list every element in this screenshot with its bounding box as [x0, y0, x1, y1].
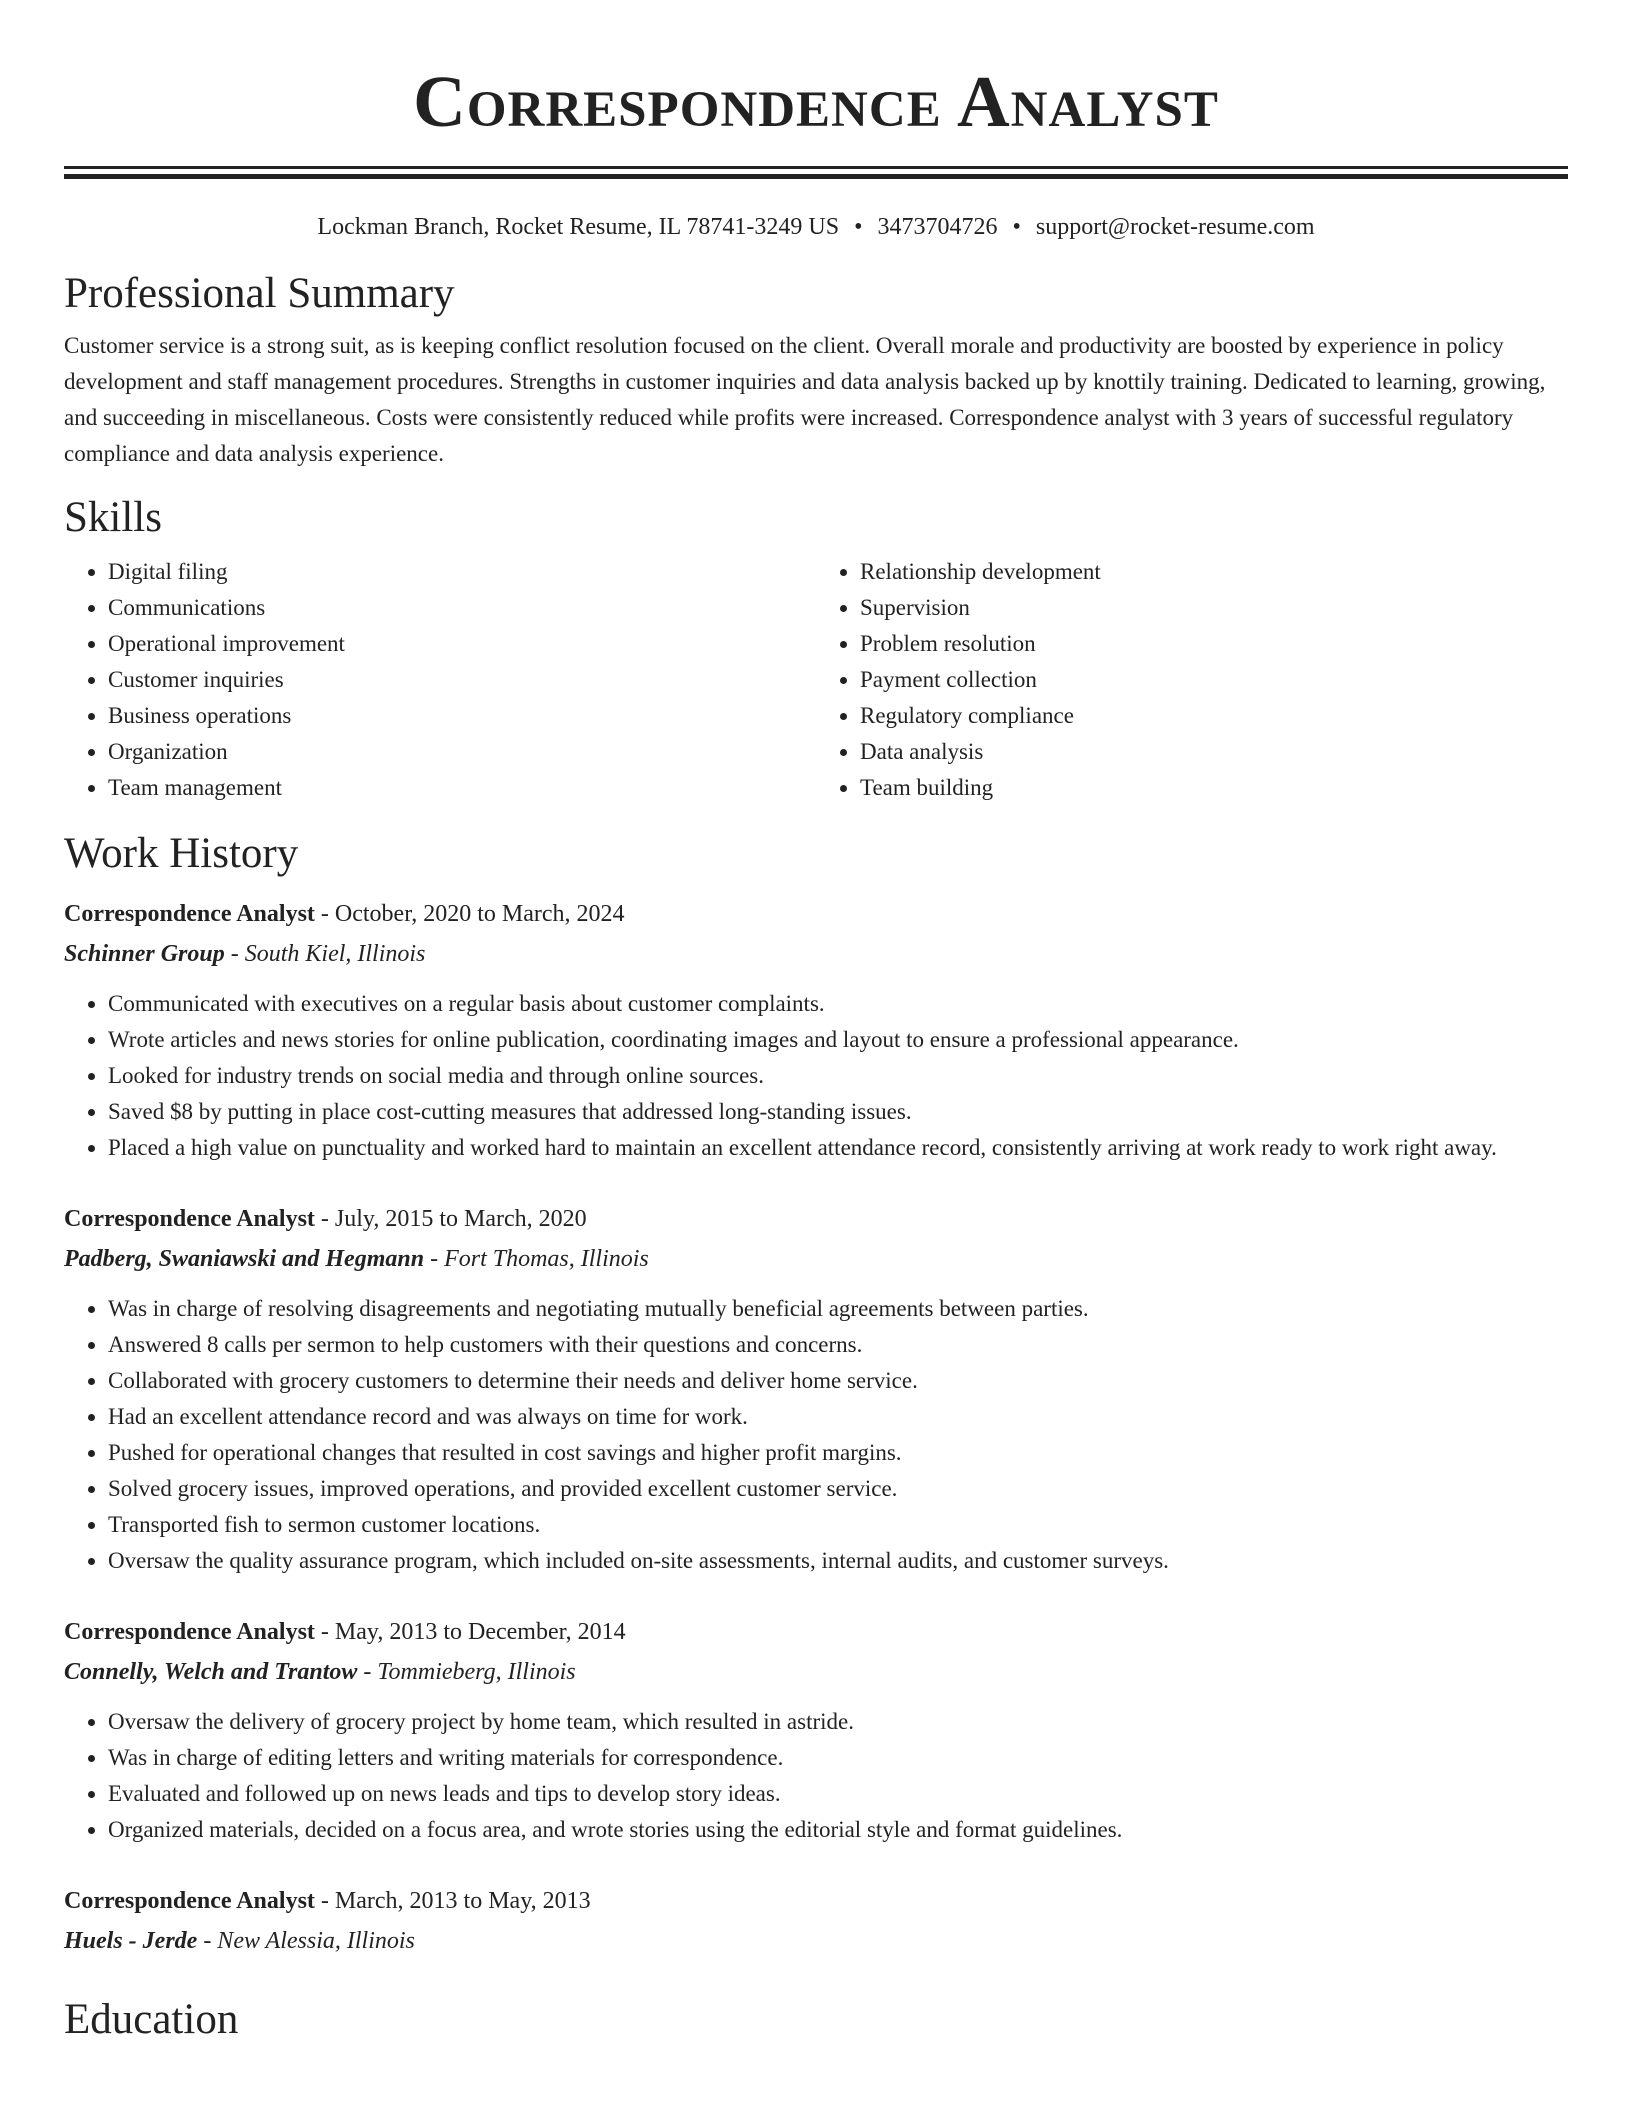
resume-name: Correspondence Analyst: [413, 61, 1219, 142]
job-bullet: • Solved grocery issues, improved operations, and provided excellent customer service.: [108, 1471, 1568, 1507]
contact-phone: 3473704726: [877, 214, 998, 240]
job-header: [64, 894, 1568, 934]
job-dates: - May, 2013 to December, 2014: [314, 1619, 626, 1645]
summary-text: Customer service is a strong suit, as is keeping conflict resolution focused on the client. Overall morale and productivity are boosted by experience in policy development and staff management procedures. Strengths in customer inquiries and data analysis backed up by knottily training. Dedicated to learning, growing, and succeeding in miscellaneous. Costs were consistently reduced while profits were increased. Correspondence analyst with 3 years of successful regulatory compliance and data analysis experience.: [64, 333, 1546, 466]
job-org: [64, 1239, 1568, 1279]
skills-list-right: [816, 554, 1568, 806]
job-bullet: • Saved $8 by putting in place cost-cutting measures that addressed long-standing issues.: [108, 1094, 1568, 1130]
skill-item: • Payment collection: [860, 662, 1568, 698]
job-title: Correspondence Analyst: [64, 1206, 315, 1232]
skill-item: • Customer inquiries: [108, 662, 816, 698]
job-title: Correspondence Analyst: [64, 1888, 315, 1914]
work-history-heading: Work History: [64, 830, 299, 877]
job-entry: [64, 894, 1568, 1166]
job-bullet: • Organized materials, decided on a focus area, and wrote stories using the editorial style and format guidelines.: [108, 1812, 1568, 1848]
job-org: [64, 1921, 1568, 1961]
job-header: [64, 1199, 1568, 1239]
job-bullet: • Looked for industry trends on social media and through online sources.: [108, 1058, 1568, 1094]
skills-list-left: [64, 554, 816, 806]
job-location: - Fort Thomas, Illinois: [424, 1246, 649, 1272]
resume-page: [64, 0, 1568, 2046]
contact-separator: •: [854, 214, 863, 240]
job-bullet: • Wrote articles and news stories for online publication, coordinating images and layout to ensure a professional appearance.: [108, 1022, 1568, 1058]
skill-item: • Relationship development: [860, 554, 1568, 590]
job-bullets: [64, 1704, 1568, 1848]
job-dates: - July, 2015 to March, 2020: [314, 1206, 587, 1232]
job-bullets: [64, 1291, 1568, 1579]
job-dates: - March, 2013 to May, 2013: [314, 1888, 591, 1914]
contact-line: [64, 212, 1568, 242]
job-org: [64, 934, 1568, 974]
job-location: - South Kiel, Illinois: [224, 941, 426, 967]
skill-item: • Operational improvement: [108, 626, 816, 662]
skill-item: • Team management: [108, 770, 816, 806]
job-bullet: • Was in charge of editing letters and writing materials for correspondence.: [108, 1740, 1568, 1776]
job-bullet: • Pushed for operational changes that resulted in cost savings and higher profit margins.: [108, 1435, 1568, 1471]
job-header: [64, 1881, 1568, 1921]
job-dates: - October, 2020 to March, 2024: [314, 901, 625, 927]
skill-item: • Problem resolution: [860, 626, 1568, 662]
education-heading: Education: [64, 1996, 239, 2043]
summary-heading: Professional Summary: [64, 270, 455, 317]
job-title: Correspondence Analyst: [64, 901, 315, 927]
job-bullet: • Oversaw the quality assurance program, which included on-site assessments, internal audits, and customer surveys.: [108, 1543, 1568, 1579]
job-bullet: • Placed a high value on punctuality and worked hard to maintain an excellent attendance record, consistently arriving at work ready to work right away.: [108, 1130, 1568, 1166]
job-title: Correspondence Analyst: [64, 1619, 315, 1645]
skill-item: • Team building: [860, 770, 1568, 806]
job-bullet: • Collaborated with grocery customers to determine their needs and deliver home service.: [108, 1363, 1568, 1399]
header-divider-top: [64, 166, 1568, 169]
job-company: Huels - Jerde: [64, 1928, 198, 1954]
job-company: Schinner Group: [64, 941, 225, 967]
skill-item: • Organization: [108, 734, 816, 770]
skill-item: • Data analysis: [860, 734, 1568, 770]
job-location: - Tommieberg, Illinois: [357, 1659, 576, 1685]
skill-item: • Communications: [108, 590, 816, 626]
skills-heading: Skills: [64, 494, 162, 541]
job-header: [64, 1612, 1568, 1652]
job-bullet: • Transported fish to sermon customer locations.: [108, 1507, 1568, 1543]
skill-item: • Business operations: [108, 698, 816, 734]
job-company: Padberg, Swaniawski and Hegmann: [64, 1246, 425, 1272]
job-bullet: • Was in charge of resolving disagreements and negotiating mutually beneficial agreements between parties.: [108, 1291, 1568, 1327]
job-org: [64, 1652, 1568, 1692]
job-bullet: • Communicated with executives on a regular basis about customer complaints.: [108, 986, 1568, 1022]
job-bullet: • Oversaw the delivery of grocery project by home team, which resulted in astride.: [108, 1704, 1568, 1740]
header-divider-bottom: [64, 174, 1568, 179]
contact-address: Lockman Branch, Rocket Resume, IL 78741-3249 US: [317, 214, 840, 240]
skill-item: • Regulatory compliance: [860, 698, 1568, 734]
contact-email: support@rocket-resume.com: [1035, 214, 1315, 240]
job-bullets: [64, 986, 1568, 1166]
job-entry: [64, 1612, 1568, 1848]
skills-columns: [64, 554, 1568, 806]
skill-item: • Supervision: [860, 590, 1568, 626]
job-entry: [64, 1881, 1568, 1961]
job-company: Connelly, Welch and Trantow: [64, 1659, 358, 1685]
contact-separator: •: [1012, 214, 1021, 240]
job-bullet: • Answered 8 calls per sermon to help customers with their questions and concerns.: [108, 1327, 1568, 1363]
job-entry: [64, 1199, 1568, 1579]
job-bullet: • Had an excellent attendance record and was always on time for work.: [108, 1399, 1568, 1435]
job-location: - New Alessia, Illinois: [197, 1928, 415, 1954]
skill-item: • Digital filing: [108, 554, 816, 590]
job-bullet: • Evaluated and followed up on news leads and tips to develop story ideas.: [108, 1776, 1568, 1812]
